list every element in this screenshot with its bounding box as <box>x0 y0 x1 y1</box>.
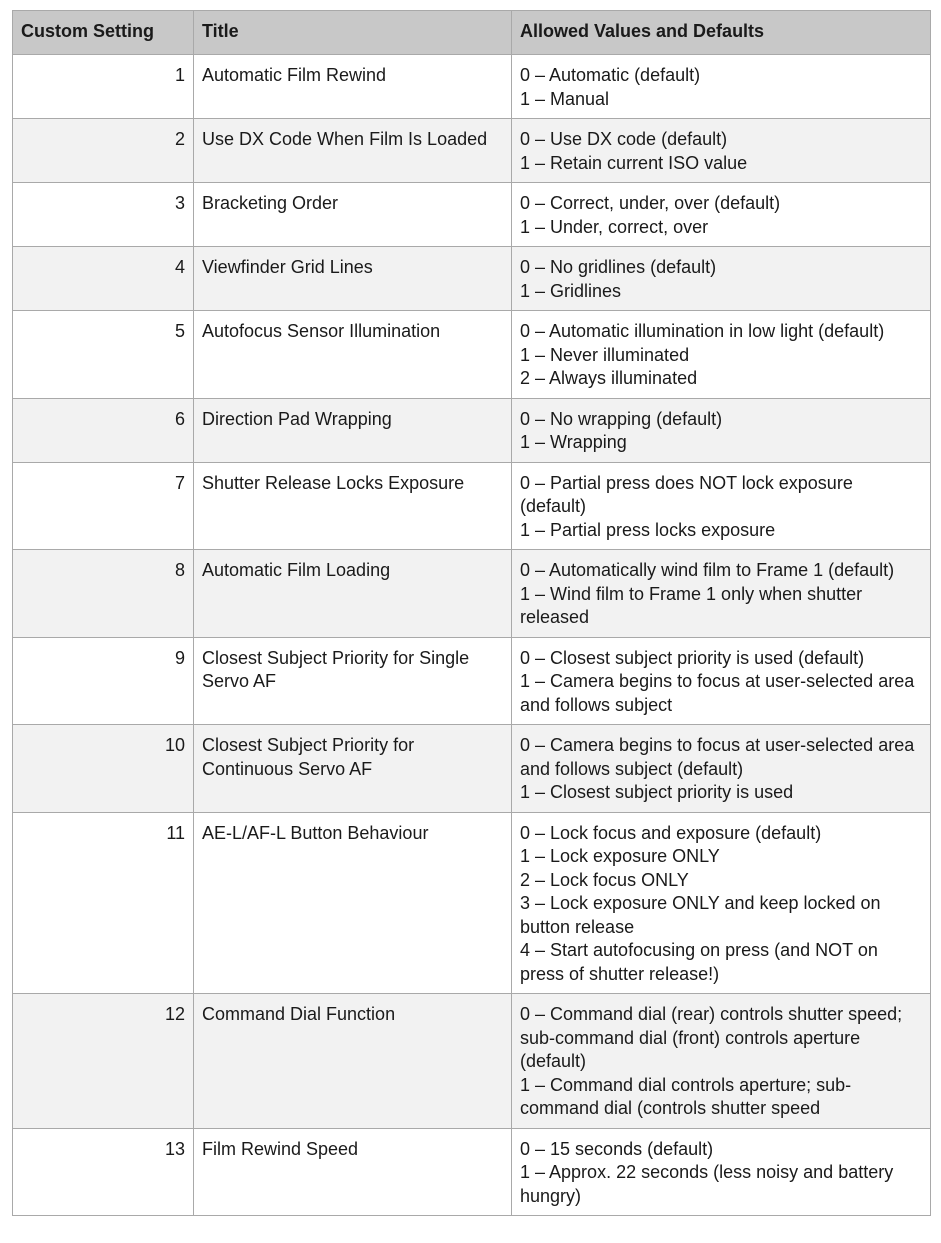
table-row <box>13 55 931 119</box>
setting-values <box>512 637 931 725</box>
setting-values <box>512 462 931 550</box>
allowed-value: 0 – Lock focus and exposure (default) <box>520 822 822 843</box>
setting-values <box>512 311 931 399</box>
allowed-value: 0 – Automatic (default) <box>520 65 701 85</box>
allowed-value: 1 – Retain current ISO value <box>520 152 748 173</box>
table-row <box>13 1128 931 1216</box>
table-row <box>13 119 931 183</box>
setting-title: Closest Subject Priority for Continuous Servo AF <box>194 725 512 813</box>
column-header-custom-setting: Custom Setting <box>13 11 194 55</box>
allowed-value: 1 – Approx. 22 seconds (less noisy and battery hungry) <box>520 1162 894 1206</box>
setting-values <box>512 119 931 183</box>
table-header <box>13 11 931 55</box>
allowed-value: 2 – Always illuminated <box>520 368 698 388</box>
setting-title: Autofocus Sensor Illumination <box>194 311 512 399</box>
header-row <box>13 11 931 55</box>
setting-title: Direction Pad Wrapping <box>194 398 512 462</box>
setting-number: 1 <box>13 55 194 119</box>
setting-number: 11 <box>13 812 194 994</box>
allowed-value: 0 – Use DX code (default) <box>520 129 728 149</box>
setting-number: 5 <box>13 311 194 399</box>
allowed-value: 1 – Under, correct, over <box>520 216 709 237</box>
allowed-value: 1 – Partial press locks exposure <box>520 519 776 540</box>
allowed-value: 4 – Start autofocusing on press (and NOT on press of shutter release!) <box>520 940 878 984</box>
table-body <box>13 55 931 1216</box>
allowed-value: 1 – Command dial controls aperture; sub-command dial (controls shutter speed <box>520 1074 852 1118</box>
allowed-value: 1 – Gridlines <box>520 280 622 301</box>
allowed-value: 1 – Wind film to Frame 1 only when shutter released <box>520 583 863 627</box>
setting-values <box>512 1128 931 1216</box>
setting-title: Automatic Film Rewind <box>194 55 512 119</box>
setting-number: 13 <box>13 1128 194 1216</box>
setting-values <box>512 725 931 813</box>
setting-title: Shutter Release Locks Exposure <box>194 462 512 550</box>
allowed-value: 0 – No wrapping (default) <box>520 408 723 429</box>
allowed-value: 0 – Automatically wind film to Frame 1 (default) <box>520 560 895 580</box>
table-row <box>13 311 931 399</box>
setting-values <box>512 183 931 247</box>
table-row <box>13 462 931 550</box>
setting-title: Viewfinder Grid Lines <box>194 247 512 311</box>
allowed-value: 0 – Automatic illumination in low light (default) <box>520 321 885 341</box>
table-row <box>13 247 931 311</box>
setting-title: Command Dial Function <box>194 994 512 1129</box>
allowed-value: 0 – No gridlines (default) <box>520 257 717 277</box>
setting-number: 12 <box>13 994 194 1129</box>
setting-number: 2 <box>13 119 194 183</box>
allowed-value: 3 – Lock exposure ONLY and keep locked on button release <box>520 893 881 937</box>
setting-title: Closest Subject Priority for Single Servo AF <box>194 637 512 725</box>
allowed-value: 1 – Lock exposure ONLY <box>520 846 720 866</box>
setting-number: 4 <box>13 247 194 311</box>
setting-number: 10 <box>13 725 194 813</box>
allowed-value: 1 – Manual <box>520 88 610 109</box>
setting-title: Automatic Film Loading <box>194 550 512 638</box>
table-row <box>13 812 931 994</box>
setting-title: Film Rewind Speed <box>194 1128 512 1216</box>
allowed-value: 0 – Command dial (rear) controls shutter speed; sub-command dial (front) controls aperture (default) <box>520 1004 903 1071</box>
setting-number: 7 <box>13 462 194 550</box>
setting-number: 8 <box>13 550 194 638</box>
column-header-title: Title <box>194 11 512 55</box>
setting-values <box>512 812 931 994</box>
allowed-value: 1 – Wrapping <box>520 432 627 452</box>
table-row <box>13 398 931 462</box>
allowed-value: 0 – Closest subject priority is used (default) <box>520 647 865 668</box>
table-row <box>13 994 931 1129</box>
setting-title: Use DX Code When Film Is Loaded <box>194 119 512 183</box>
setting-title: AE-L/AF-L Button Behaviour <box>194 812 512 994</box>
allowed-value: 1 – Closest subject priority is used <box>520 782 794 802</box>
table-row <box>13 637 931 725</box>
allowed-value: 0 – 15 seconds (default) <box>520 1138 714 1159</box>
allowed-value: 0 – Partial press does NOT lock exposure (default) <box>520 472 853 516</box>
setting-number: 6 <box>13 398 194 462</box>
allowed-value: 0 – Camera begins to focus at user-selected area and follows subject (default) <box>520 735 915 779</box>
table-row <box>13 725 931 813</box>
setting-values <box>512 994 931 1129</box>
setting-number: 9 <box>13 637 194 725</box>
allowed-value: 2 – Lock focus ONLY <box>520 869 689 890</box>
table-row <box>13 183 931 247</box>
custom-settings-table <box>12 10 931 1216</box>
column-header-allowed-values: Allowed Values and Defaults <box>512 11 931 55</box>
setting-values <box>512 247 931 311</box>
setting-title: Bracketing Order <box>194 183 512 247</box>
allowed-value: 0 – Correct, under, over (default) <box>520 193 781 213</box>
setting-values <box>512 550 931 638</box>
setting-number: 3 <box>13 183 194 247</box>
table-row <box>13 550 931 638</box>
allowed-value: 1 – Never illuminated <box>520 344 690 365</box>
allowed-value: 1 – Camera begins to focus at user-selected area and follows subject <box>520 671 915 715</box>
setting-values <box>512 398 931 462</box>
setting-values <box>512 55 931 119</box>
